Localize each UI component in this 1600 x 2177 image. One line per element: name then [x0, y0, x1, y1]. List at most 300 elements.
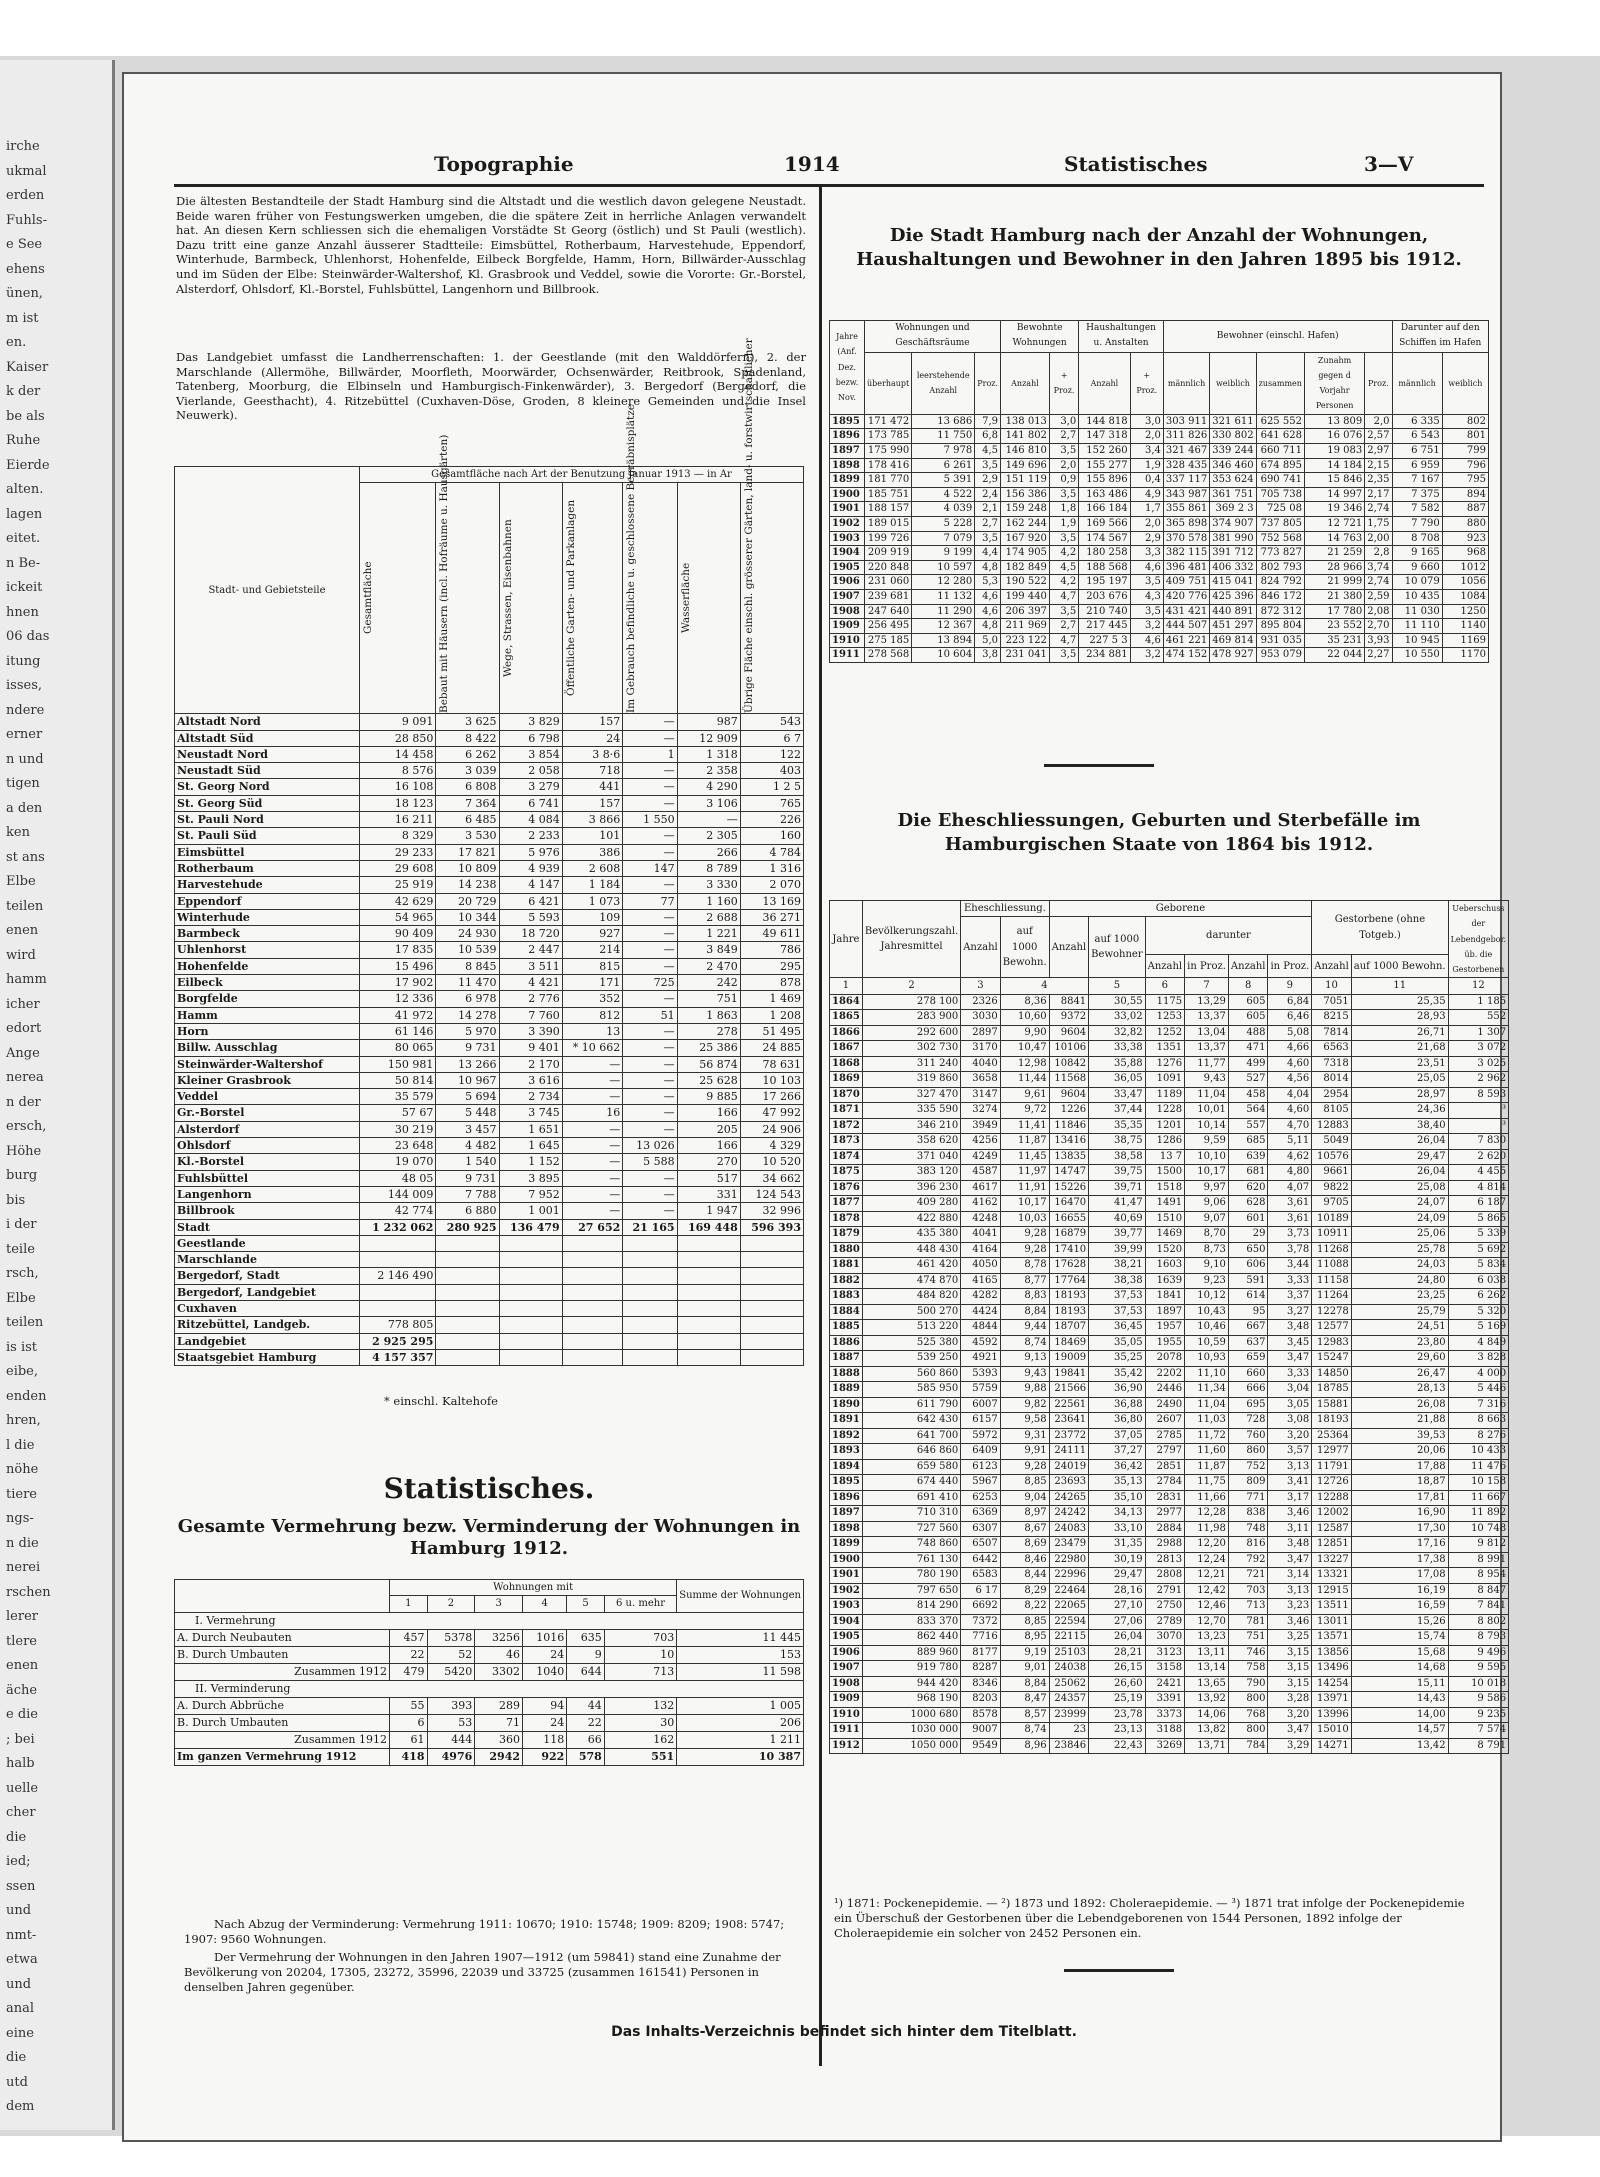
value-cell: 12,20 — [1185, 1537, 1229, 1553]
land-value: 1 540 — [436, 1154, 499, 1170]
value-cell: 3658 — [961, 1072, 1001, 1088]
value-cell: 552 — [1448, 1010, 1508, 1026]
value-cell: 10 748 — [1448, 1521, 1508, 1537]
value-cell: 26,08 — [1351, 1397, 1448, 1413]
value-cell: 660 — [1228, 1366, 1268, 1382]
table-row — [175, 1105, 804, 1121]
value-cell: 2 620 — [1448, 1149, 1508, 1165]
value-cell: 3,08 — [1268, 1413, 1312, 1429]
value-cell: 16 076 — [1304, 429, 1364, 444]
value-cell: 383 120 — [862, 1165, 960, 1181]
land-col-header — [740, 338, 803, 714]
value-cell: 2446 — [1145, 1382, 1185, 1398]
count-value: 52 — [427, 1646, 475, 1663]
land-value: 543 — [740, 714, 803, 730]
sub-header: überhaupt — [865, 352, 912, 414]
value-cell: 9 496 — [1448, 1645, 1508, 1661]
value-cell: 8,85 — [1000, 1614, 1049, 1630]
value-cell: 169 566 — [1079, 516, 1130, 531]
value-cell: 11,10 — [1185, 1366, 1229, 1382]
count-value: 9 — [567, 1646, 605, 1663]
value-cell: 155 277 — [1079, 458, 1130, 473]
value-cell: 3,15 — [1268, 1676, 1312, 1692]
value-cell: 162 244 — [1001, 516, 1050, 531]
value-cell: 2,70 — [1365, 619, 1392, 634]
year-cell: 1890 — [830, 1397, 863, 1413]
value-cell: 894 — [1442, 487, 1488, 502]
value-cell: 12278 — [1312, 1304, 1352, 1320]
land-value: 517 — [677, 1170, 740, 1186]
value-cell: 14 763 — [1304, 531, 1364, 546]
value-cell: 29,47 — [1089, 1568, 1145, 1584]
value-cell: 13 7 — [1145, 1149, 1185, 1165]
year-cell: 1883 — [830, 1289, 863, 1305]
value-cell: 2,74 — [1365, 502, 1392, 517]
year-cell: 1889 — [830, 1382, 863, 1398]
strip-fragment: n Be- — [6, 555, 41, 571]
column-index: 4 — [1000, 978, 1088, 994]
district-name: Altstadt Süd — [175, 730, 360, 746]
value-cell: 159 248 — [1001, 502, 1050, 517]
value-cell: 872 312 — [1256, 604, 1304, 619]
value-cell: 420 776 — [1163, 589, 1209, 604]
count-value: 644 — [567, 1663, 605, 1680]
value-cell: 4,60 — [1268, 1103, 1312, 1119]
city-total-cell: Stadt — [175, 1219, 360, 1235]
value-cell: 15,26 — [1351, 1614, 1448, 1630]
table-row — [830, 473, 1489, 488]
value-cell: 422 880 — [862, 1211, 960, 1227]
value-cell: 11,03 — [1185, 1413, 1229, 1429]
count-value: 22 — [567, 1714, 605, 1731]
value-cell: 614 — [1228, 1289, 1268, 1305]
strip-fragment: st ans — [6, 849, 45, 865]
value-cell: 4 849 — [1448, 1335, 1508, 1351]
land-value: 9 731 — [436, 1170, 499, 1186]
value-cell: 968 190 — [862, 1692, 960, 1708]
land-value: 4 329 — [740, 1138, 803, 1154]
value-cell: 10842 — [1049, 1056, 1089, 1072]
value-cell: 3,78 — [1268, 1242, 1312, 1258]
year-cell: 1899 — [830, 1537, 863, 1553]
value-cell: 2078 — [1145, 1351, 1185, 1367]
column-index: 8 — [1228, 978, 1268, 994]
value-cell: 795 — [1442, 473, 1488, 488]
value-cell: 35,88 — [1089, 1056, 1145, 1072]
value-cell: 10,59 — [1185, 1335, 1229, 1351]
value-cell: 38,38 — [1089, 1273, 1145, 1289]
value-cell: 35,42 — [1089, 1366, 1145, 1382]
value-cell: 199 440 — [1001, 589, 1050, 604]
land-col-label: Wasserfläche — [679, 563, 692, 634]
value-cell: 3,47 — [1268, 1723, 1312, 1739]
table-row — [175, 860, 804, 876]
district-name: St. Pauli Nord — [175, 812, 360, 828]
value-cell: 163 486 — [1079, 487, 1130, 502]
land-value: 3 8·6 — [562, 746, 623, 762]
sub-header: männlich — [1392, 352, 1442, 414]
value-cell: 27,06 — [1089, 1614, 1145, 1630]
value-cell: 11,44 — [1000, 1072, 1049, 1088]
value-cell: 2789 — [1145, 1614, 1185, 1630]
value-cell: 16,19 — [1351, 1583, 1448, 1599]
value-cell: 605 — [1228, 994, 1268, 1010]
value-cell: 18,87 — [1351, 1475, 1448, 1491]
strip-fragment: Ruhe — [6, 433, 41, 448]
value-cell: 10,47 — [1000, 1041, 1049, 1057]
value-cell: 14,57 — [1351, 1723, 1448, 1739]
empty-cell — [436, 1333, 499, 1349]
value-cell: 1201 — [1145, 1118, 1185, 1134]
column-index: 3 — [961, 978, 1001, 994]
value-cell: 13 809 — [1304, 414, 1364, 429]
land-area-name: Cuxhaven — [175, 1300, 360, 1316]
value-cell: 474 152 — [1163, 648, 1209, 663]
land-value: 13 — [562, 1023, 623, 1039]
strip-fragment: wird — [6, 947, 36, 963]
value-cell: 4592 — [961, 1335, 1001, 1351]
value-cell: 13496 — [1312, 1661, 1352, 1677]
value-cell: 14271 — [1312, 1738, 1352, 1754]
value-cell: 3,5 — [1130, 575, 1163, 590]
value-cell: 6253 — [961, 1490, 1001, 1506]
value-cell: 21 999 — [1304, 575, 1364, 590]
value-cell: 3,48 — [1268, 1320, 1312, 1336]
table-row — [830, 633, 1489, 648]
value-cell: 256 495 — [865, 619, 912, 634]
land-value: 17 821 — [436, 844, 499, 860]
strip-fragment: die — [6, 1829, 27, 1845]
strip-fragment: hamm — [6, 972, 47, 987]
value-cell: 919 780 — [862, 1661, 960, 1677]
value-cell: 339 244 — [1210, 443, 1256, 458]
value-cell: 278 568 — [865, 648, 912, 663]
land-value: 4 290 — [677, 779, 740, 795]
year-cell: 1908 — [830, 1676, 863, 1692]
empty-cell — [436, 1235, 499, 1251]
value-cell: 23,78 — [1089, 1707, 1145, 1723]
land-value: 80 065 — [360, 1040, 436, 1056]
value-cell: 38,58 — [1089, 1149, 1145, 1165]
district-name: St. Pauli Süd — [175, 828, 360, 844]
value-cell: 8 593 — [1448, 1087, 1508, 1103]
land-area-name: Bergedorf, Stadt — [175, 1268, 360, 1284]
value-cell: 953 079 — [1256, 648, 1304, 663]
value-cell: 9,88 — [1000, 1382, 1049, 1398]
value-cell: 278 100 — [862, 994, 960, 1010]
value-cell: 4 814 — [1448, 1180, 1508, 1196]
strip-fragment: rsch, — [6, 1266, 39, 1281]
table-row — [830, 1521, 1509, 1537]
value-cell: 1,9 — [1049, 516, 1078, 531]
land-value: 2 470 — [677, 958, 740, 974]
table-row — [830, 1428, 1509, 1444]
table-row — [175, 1138, 804, 1154]
value-cell: 4282 — [961, 1289, 1001, 1305]
value-cell: 802 — [1442, 414, 1488, 429]
land-value: 7 760 — [499, 1007, 562, 1023]
land-value: 9 731 — [436, 1040, 499, 1056]
value-cell: 659 580 — [862, 1459, 960, 1475]
value-cell: 8 708 — [1392, 531, 1442, 546]
table-row — [830, 1568, 1509, 1584]
year-cell: 1894 — [830, 1459, 863, 1475]
value-cell: 4587 — [961, 1165, 1001, 1181]
strip-fragment: Ange — [6, 1045, 40, 1061]
value-cell: 2,97 — [1365, 443, 1392, 458]
value-cell: 25,19 — [1089, 1692, 1145, 1708]
count-value: 46 — [475, 1646, 523, 1663]
value-cell: 499 — [1228, 1056, 1268, 1072]
value-cell: 1520 — [1145, 1242, 1185, 1258]
strip-fragment: ünen, — [6, 286, 43, 301]
rooms-col: 4 — [523, 1596, 567, 1612]
rooms-col: 1 — [390, 1596, 428, 1612]
value-cell: 12726 — [1312, 1475, 1352, 1491]
value-cell: 22594 — [1049, 1614, 1089, 1630]
value-cell: 3 025 — [1448, 1056, 1508, 1072]
sum-header: Summe der Wohnungen — [677, 1580, 804, 1613]
value-cell: 2,27 — [1365, 648, 1392, 663]
value-cell: 374 907 — [1210, 516, 1256, 531]
value-cell: 838 — [1228, 1506, 1268, 1522]
value-cell: 3,17 — [1268, 1490, 1312, 1506]
table-row — [830, 1413, 1509, 1429]
value-cell: 3373 — [1145, 1707, 1185, 1723]
statistics-heading: Statistisches. — [383, 1472, 595, 1505]
district-name: Kl.-Borstel — [175, 1154, 360, 1170]
land-value: 7 364 — [436, 795, 499, 811]
value-cell: 9 595 — [1448, 1661, 1508, 1677]
district-name: Borgfelde — [175, 991, 360, 1007]
h-sub-5: in Proz. — [1185, 955, 1229, 978]
value-cell: 6,46 — [1268, 1010, 1312, 1026]
table-row — [830, 1583, 1509, 1599]
land-col-label: Im Gebrauch befindliche u. geschlossene Begräbnisplätze — [625, 404, 638, 714]
empty-cell — [499, 1252, 562, 1268]
land-value: 147 — [623, 860, 677, 876]
empty-cell — [623, 1268, 677, 1284]
land-value: 1 184 — [562, 877, 623, 893]
value-cell: 210 740 — [1079, 604, 1130, 619]
value-cell: 3391 — [1145, 1692, 1185, 1708]
table-row — [830, 1134, 1509, 1150]
value-cell: 471 — [1228, 1041, 1268, 1057]
value-cell: 796 — [1442, 458, 1488, 473]
value-cell: 8014 — [1312, 1072, 1352, 1088]
value-cell: 4,3 — [1130, 589, 1163, 604]
value-cell: 425 396 — [1210, 589, 1256, 604]
value-cell: 1000 680 — [862, 1707, 960, 1723]
value-cell: 6 262 — [1448, 1289, 1508, 1305]
value-cell: 3,25 — [1268, 1630, 1312, 1646]
value-cell: 11268 — [1312, 1242, 1352, 1258]
value-cell: 343 987 — [1163, 487, 1209, 502]
table-row — [830, 1382, 1509, 1398]
value-cell: 17,88 — [1351, 1459, 1448, 1475]
value-cell: 409 280 — [862, 1196, 960, 1212]
year-cell: 1903 — [830, 531, 865, 546]
land-value: 1 947 — [677, 1203, 740, 1219]
value-cell: 35,05 — [1089, 1335, 1145, 1351]
value-cell: 203 676 — [1079, 589, 1130, 604]
land-value: 13 169 — [740, 893, 803, 909]
count-value: 132 — [604, 1697, 676, 1714]
value-cell: 4844 — [961, 1320, 1001, 1336]
value-cell: 4 039 — [912, 502, 975, 517]
value-cell: 24,07 — [1351, 1196, 1448, 1212]
value-cell: 9,13 — [1000, 1351, 1049, 1367]
land-area-value — [360, 1284, 436, 1300]
value-cell: 24111 — [1049, 1444, 1089, 1460]
empty-cell — [623, 1284, 677, 1300]
year-cell: 1900 — [830, 487, 865, 502]
value-cell: 752 568 — [1256, 531, 1304, 546]
staatsgebiet-row — [175, 1349, 804, 1365]
table-row — [830, 1149, 1509, 1165]
land-value: — — [623, 926, 677, 942]
count-value: 1040 — [523, 1663, 567, 1680]
empty-cell — [436, 1252, 499, 1268]
section-row — [175, 1680, 804, 1697]
count-value: 703 — [604, 1629, 676, 1646]
land-value: 144 009 — [360, 1186, 436, 1202]
value-cell: 14,06 — [1185, 1707, 1229, 1723]
land-value: 150 981 — [360, 1056, 436, 1072]
value-cell: 391 712 — [1210, 546, 1256, 561]
land-value: 77 — [623, 893, 677, 909]
strip-fragment: uelle — [6, 1780, 39, 1796]
col-marriages: Eheschliessung. — [961, 901, 1049, 917]
value-cell: 2897 — [961, 1025, 1001, 1041]
h-darunter: darunter — [1145, 917, 1312, 955]
value-cell: 690 741 — [1256, 473, 1304, 488]
district-name: Hamm — [175, 1007, 360, 1023]
value-cell: 13,82 — [1185, 1723, 1229, 1739]
group-header: Wohnungen und Geschäftsräume — [865, 321, 1001, 353]
value-cell: 156 386 — [1001, 487, 1050, 502]
table-row — [830, 487, 1489, 502]
table-row — [830, 1661, 1509, 1677]
empty-cell — [562, 1317, 623, 1333]
empty-cell — [677, 1317, 740, 1333]
value-cell: 790 — [1228, 1676, 1268, 1692]
value-cell: 1170 — [1442, 648, 1488, 663]
city-total-cell: 27 652 — [562, 1219, 623, 1235]
value-cell: 24,36 — [1351, 1103, 1448, 1119]
value-cell: 24083 — [1049, 1521, 1089, 1537]
table-row — [175, 991, 804, 1007]
land-col-label: Wege, Strassen, Eisenbahnen — [501, 519, 514, 678]
table-row — [175, 1203, 804, 1219]
value-cell: 14747 — [1049, 1165, 1089, 1181]
value-cell: 2785 — [1145, 1428, 1185, 1444]
value-cell: 319 860 — [862, 1072, 960, 1088]
value-cell: 13,29 — [1185, 994, 1229, 1010]
value-cell: 8,73 — [1185, 1242, 1229, 1258]
land-value: 1 550 — [623, 812, 677, 828]
value-cell: 39,53 — [1351, 1428, 1448, 1444]
land-value: — — [623, 1023, 677, 1039]
value-cell: 11,87 — [1185, 1459, 1229, 1475]
value-cell: 3,33 — [1268, 1273, 1312, 1289]
city-total-cell: 21 165 — [623, 1219, 677, 1235]
land-value: 3 829 — [499, 714, 562, 730]
count-value: 24 — [523, 1646, 567, 1663]
value-cell: 2,74 — [1365, 575, 1392, 590]
value-cell: 15,74 — [1351, 1630, 1448, 1646]
land-area-name: Ritzebüttel, Landgeb. — [175, 1317, 360, 1333]
empty-cell — [562, 1300, 623, 1316]
value-cell: 1252 — [1145, 1025, 1185, 1041]
land-value: 54 965 — [360, 909, 436, 925]
land-value: 5 976 — [499, 844, 562, 860]
value-cell: 4164 — [961, 1242, 1001, 1258]
strip-fragment: hren, — [6, 1413, 41, 1428]
land-value: 4 421 — [499, 975, 562, 991]
strip-fragment: tiere — [6, 1486, 37, 1502]
land-value: 48 05 — [360, 1170, 436, 1186]
value-cell: 816 — [1228, 1537, 1268, 1553]
strip-fragment: Elbe — [6, 874, 36, 889]
value-cell: 1,7 — [1130, 502, 1163, 517]
value-cell: 14,00 — [1351, 1707, 1448, 1723]
value-cell: 41,47 — [1089, 1196, 1145, 1212]
value-cell: 24242 — [1049, 1506, 1089, 1522]
value-cell: 2,7 — [1049, 429, 1078, 444]
value-cell: 11,97 — [1000, 1165, 1049, 1181]
year-cell: 1910 — [830, 1707, 863, 1723]
land-col-label: Öffentliche Garten- und Parkanlagen — [564, 500, 577, 697]
land-value: 11 470 — [436, 975, 499, 991]
value-cell: 8,77 — [1000, 1273, 1049, 1289]
value-cell: 557 — [1228, 1118, 1268, 1134]
value-cell: 178 416 — [865, 458, 912, 473]
land-value: 24 930 — [436, 926, 499, 942]
strip-fragment: anal — [6, 2001, 35, 2016]
land-value: — — [623, 1203, 677, 1219]
count-value: 44 — [567, 1697, 605, 1714]
sub-header: männlich — [1163, 352, 1209, 414]
value-cell: 5,3 — [975, 575, 1001, 590]
count-value: 53 — [427, 1714, 475, 1731]
land-value: — — [562, 1154, 623, 1170]
strip-fragment: edort — [6, 1021, 42, 1036]
city-total-cell: 169 448 — [677, 1219, 740, 1235]
land-value: 19 070 — [360, 1154, 436, 1170]
district-name: Neustadt Süd — [175, 763, 360, 779]
year-cell: 1911 — [830, 648, 865, 663]
value-cell: 328 435 — [1163, 458, 1209, 473]
value-cell: 396 230 — [862, 1180, 960, 1196]
value-cell: 2808 — [1145, 1568, 1185, 1584]
land-value: 41 972 — [360, 1007, 436, 1023]
table-row — [175, 893, 804, 909]
value-cell: 14,43 — [1351, 1692, 1448, 1708]
value-cell: 17,08 — [1351, 1568, 1448, 1584]
empty-cell — [740, 1317, 803, 1333]
table-row — [175, 942, 804, 958]
land-value: 25 386 — [677, 1040, 740, 1056]
table-row — [175, 763, 804, 779]
value-cell: 12288 — [1312, 1490, 1352, 1506]
strip-fragment: Kaiser — [6, 359, 49, 375]
land-col-label: Übrige Fläche einschl. grösserer Gärten, land- u. forstwirtschaftlicher — [742, 338, 755, 714]
value-cell: 247 640 — [865, 604, 912, 619]
value-cell: 15,11 — [1351, 1676, 1448, 1692]
value-cell: 7 167 — [1392, 473, 1442, 488]
value-cell: 9705 — [1312, 1196, 1352, 1212]
